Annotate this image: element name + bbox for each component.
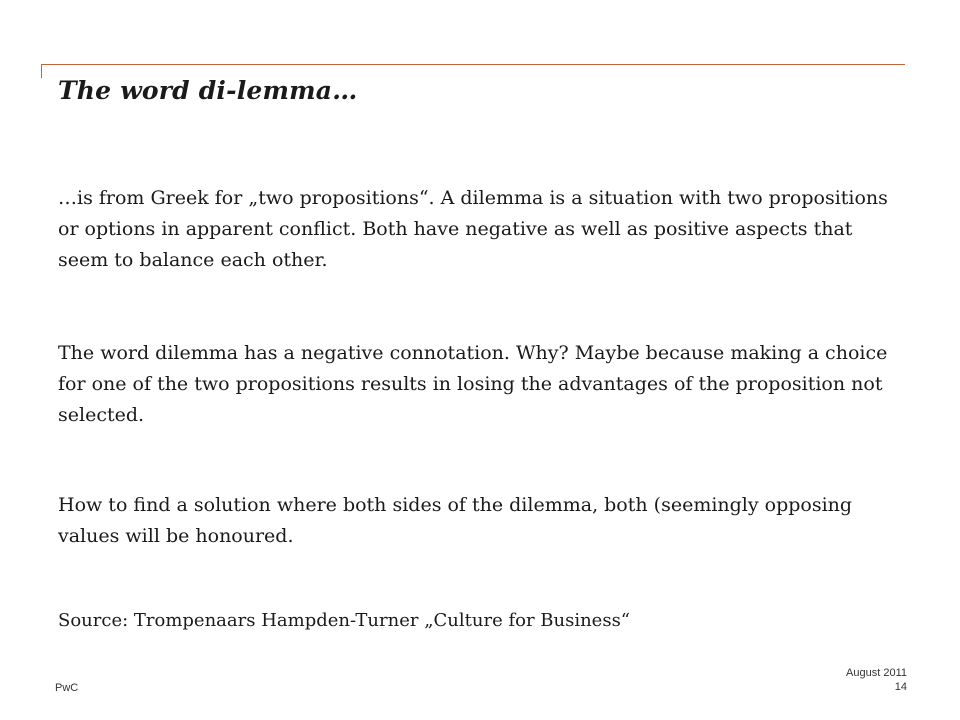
footer-brand: PwC: [55, 682, 79, 694]
footer-meta: [846, 666, 907, 694]
paragraph-connotation: The word dilemma has a negative connotation. Why? Maybe because making a choice for one of the two propositions results in losing the advantages of the proposition not selected.: [58, 342, 888, 426]
paragraph-definition: …is from Greek for „two propositions“. A dilemma is a situation with two propositions or options in apparent conflict. Both have negative as well as positive aspects that seem to balance each other.: [58, 187, 888, 271]
paragraph-solution: How to find a solution where both sides of the dilemma, both (seemingly opposing values will be honoured.: [58, 494, 853, 547]
title-rule: [41, 64, 905, 65]
slide-title: The word di-lemma…: [58, 76, 358, 105]
page-number: 14: [894, 681, 907, 693]
footer-date: August 2011: [846, 667, 907, 679]
source-citation: Source: Trompenaars Hampden-Turner „Culture for Business“: [58, 610, 631, 631]
title-rule-corner: [41, 64, 42, 78]
